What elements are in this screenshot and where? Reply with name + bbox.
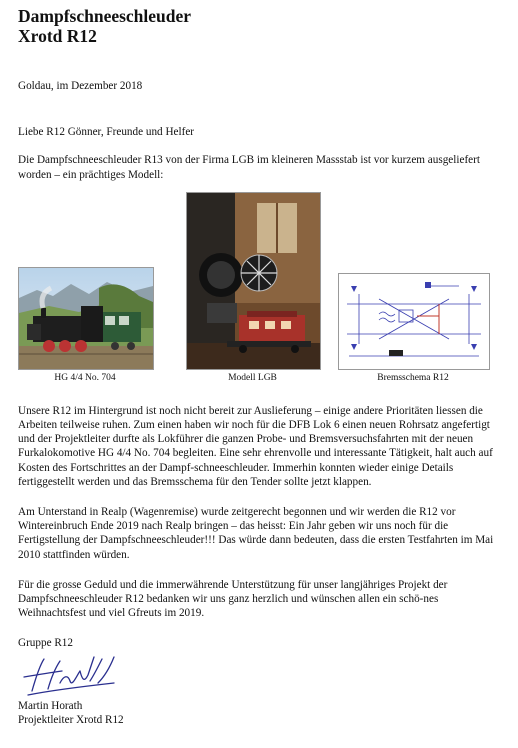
closing-line: Gruppe R12 xyxy=(18,637,73,650)
photo-lgb-model xyxy=(186,192,321,370)
signer-name: Martin Horath xyxy=(18,699,83,712)
paragraph-progress: Unsere R12 im Hintergrund ist noch nicht bereit zur Auslieferung – einige andere Prioritäten liessen die Arbeiten teilweise ruhen. Zum einen haben wir noch für die DFB Lok 6 einen neuen Rohrsatz angefertigt und der Projektleiter durfte als Lokführer die ganzen Probe- und Bremsversuchsfahrten mit der neuen Furkalokomotive HG 4/4 No. 704 begleiten. Eine sehr ehrenvolle und interessante Tätigkeit, halt auch auf Kosten des Fortschrittes an der Dampf-schneeschleuder. Immerhin konnten wieder einige Details fertiggestellt werden und das Bremsschema für den Tender sollte jetzt klappen. xyxy=(18,404,493,488)
paragraph-thanks: Für die grosse Geduld und die immerwährende Unterstützung für unser langjähriges Projekt der Dampfschneeschleuder R12 bedanken wir uns ganz herzlich und wünschen allen ein schö-nes Weihnachtsfest und viel Gfreuts im 2019. xyxy=(18,578,448,620)
letter-page xyxy=(18,6,502,727)
greeting: Liebe R12 Gönner, Freunde und Helfer xyxy=(18,126,195,139)
intro-paragraph: Die Dampfschneeschleuder R13 von der Firma LGB im kleineren Massstab ist vor kurzem ausgeliefert worden – ein prächtiges Modell: xyxy=(18,154,480,181)
caption-locomotive: HG 4/4 No. 704 xyxy=(54,372,116,383)
caption-brake-schematic: Bremsschema R12 xyxy=(377,372,449,383)
paragraph-shelter: Am Unterstand in Realp (Wagenremise) wurde zeitgerecht begonnen und wir werden die R12 vor Wintereinbruch Ende 2019 nach Realp bringen – das heisst: Ein Jahr geben wir uns noch für die Fertigstellung der Dampfschneeschleuder!!! Das würde dann bedeuten, dass die ersten Testfahrten im Mai 2010 stattfinden würden. xyxy=(18,506,494,561)
brake-schematic xyxy=(338,273,490,370)
signer-role: Projektleiter Xrotd R12 xyxy=(18,713,124,726)
photo-locomotive xyxy=(18,267,154,370)
letter-title-line-1: Dampfschneeschleuder xyxy=(18,6,192,26)
figure-row xyxy=(18,192,502,392)
date-line: Goldau, im Dezember 2018 xyxy=(18,80,143,92)
letter-title-line-2: Xrotd R12 xyxy=(18,26,97,46)
handwritten-signature xyxy=(18,653,502,699)
caption-lgb-model: Modell LGB xyxy=(228,372,277,383)
